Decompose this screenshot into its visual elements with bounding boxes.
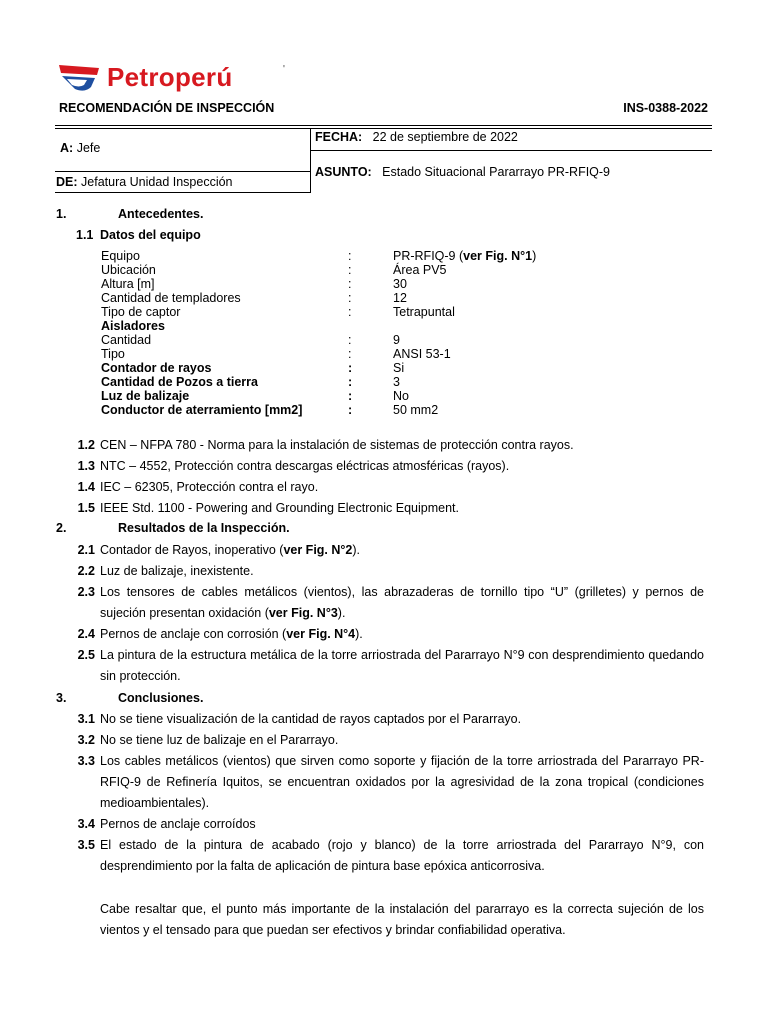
section-2-title: Resultados de la Inspección. (118, 521, 290, 535)
a-underline (55, 171, 310, 172)
item-number: 3.1 (77, 712, 95, 726)
item-text: IEEE Std. 1100 - Powering and Grounding Electronic Equipment. (100, 501, 460, 515)
section-2-number: 2. (56, 521, 67, 535)
document-code: INS-0388-2022 (623, 101, 708, 115)
figure-reference: ver Fig. N°3 (268, 606, 338, 620)
item-text: La pintura de la estructura metálica de la torre arriostrada del Pararrayo N°9 con desprendimiento quedando sin protección. (100, 648, 704, 683)
row-value: PR-RFIQ-9 (ver Fig. N°1) (393, 249, 537, 263)
row-value: Si (393, 361, 405, 375)
fecha-value: 22 de septiembre de 2022 (372, 130, 518, 144)
item-number: 1.2 (77, 438, 95, 452)
row-label: Tipo de captor (101, 305, 181, 319)
brand-name: Petroperú (107, 62, 233, 92)
item-number: 3.3 (77, 754, 95, 768)
row-label: Aisladores (101, 319, 165, 333)
row-colon: : (348, 277, 352, 291)
petroperu-emblem-icon (57, 61, 103, 95)
figure-reference: ver Fig. N°2 (283, 543, 353, 557)
item-number: 2.4 (77, 627, 95, 641)
item-text: Contador de Rayos, inoperativo (ver Fig. N°2). (100, 543, 360, 557)
row-colon: : (348, 389, 353, 403)
item-text: Los tensores de cables metálicos (vientos), las abrazaderas de tornillo tipo “U” (grilletes) y pernos de sujeción presentan oxidación (ver Fig. N°3). (100, 585, 704, 620)
item-number: 2.2 (77, 564, 95, 578)
item-text: Los cables metálicos (vientos) que sirven como soporte y fijación de la torre arriostrada del Pararrayo PR-RFIQ-9 de Refinería Iquitos, se encuentran oxidados por la agresividad de la zona tropical (condiciones medioambientales). (100, 754, 704, 810)
row-colon: : (348, 361, 353, 375)
item-text: Luz de balizaje, inexistente. (100, 564, 254, 578)
row-colon: : (348, 347, 352, 361)
de-field (56, 175, 233, 189)
asunto-field (315, 165, 610, 179)
row-colon: : (348, 403, 353, 417)
row-value: No (393, 389, 409, 403)
de-label: DE: (56, 175, 78, 189)
figure-reference: ver Fig. N°4 (286, 627, 356, 641)
figure-reference: ver Fig. N°1 (463, 249, 533, 263)
a-value: Jefe (76, 141, 101, 155)
subsection-1-1-number: 1.1 (76, 228, 94, 242)
item-number: 2.5 (77, 648, 95, 662)
item-number: 3.4 (77, 817, 95, 831)
fecha-underline (310, 150, 712, 151)
item-number: 3.2 (77, 733, 95, 747)
item-number: 3.5 (77, 838, 95, 852)
row-colon: : (348, 249, 352, 263)
fecha-label: FECHA: (315, 130, 363, 144)
item-number: 1.3 (77, 459, 95, 473)
item-text: El estado de la pintura de acabado (rojo y blanco) de la torre arriostrada del Pararrayo N°9, con desprendimiento por la falta de aplicación de pintura base epóxica anticorrosiva. (100, 838, 704, 873)
row-value: 3 (393, 375, 400, 389)
header-rule-top (55, 125, 712, 126)
subsection-1-1-title: Datos del equipo (100, 228, 201, 242)
item-number: 1.4 (77, 480, 95, 494)
row-label: Contador de rayos (101, 361, 212, 375)
item-text: No se tiene luz de balizaje en el Pararrayo. (100, 733, 339, 747)
asunto-value: Estado Situacional Pararrayo PR-RFIQ-9 (382, 165, 611, 179)
section-3-title: Conclusiones. (118, 691, 204, 705)
section-3-number: 3. (56, 691, 67, 705)
document-title: RECOMENDACIÓN DE INSPECCIÓN (59, 101, 275, 115)
row-colon: : (348, 305, 352, 319)
row-colon: : (348, 263, 352, 277)
row-label: Altura [m] (101, 277, 155, 291)
row-label: Luz de balizaje (101, 389, 190, 403)
row-value: 12 (393, 291, 407, 305)
item-number: 1.5 (77, 501, 95, 515)
row-label: Conductor de aterramiento [mm2] (101, 403, 303, 417)
row-value: 9 (393, 333, 400, 347)
header-rule-top-2 (55, 128, 712, 129)
item-text: Pernos de anclaje corroídos (100, 817, 256, 831)
item-text: IEC – 62305, Protección contra el rayo. (100, 480, 319, 494)
row-label: Tipo (101, 347, 125, 361)
row-colon: : (348, 333, 352, 347)
row-label: Cantidad de templadores (101, 291, 241, 305)
row-value: 50 mm2 (393, 403, 439, 417)
row-label: Cantidad de Pozos a tierra (101, 375, 258, 389)
row-value: ANSI 53-1 (393, 347, 451, 361)
section-1-title: Antecedentes. (118, 207, 204, 221)
row-value: Área PV5 (393, 263, 447, 277)
section-1-number: 1. (56, 207, 67, 221)
a-label: A: (60, 141, 74, 155)
item-number: 2.3 (77, 585, 95, 599)
item-text: CEN – NFPA 780 - Norma para la instalación de sistemas de protección contra rayos. (100, 438, 574, 452)
row-colon: : (348, 375, 353, 389)
memo-divider (310, 128, 311, 193)
item-number: 2.1 (77, 543, 95, 557)
item-text: Pernos de anclaje con corrosión (ver Fig. N°4). (100, 627, 363, 641)
closing-paragraph: Cabe resaltar que, el punto más importante de la instalación del pararrayo es la correcta sujeción de los vientos y el tensado para que puedan ser efectivos y brindar confiabilidad operativa. (100, 902, 704, 937)
asunto-label: ASUNTO: (315, 165, 372, 179)
row-label: Ubicación (101, 263, 156, 277)
row-value: Tetrapuntal (393, 305, 455, 319)
de-underline (55, 192, 310, 193)
de-value: Jefatura Unidad Inspección (81, 175, 233, 189)
row-label: Equipo (101, 249, 140, 263)
item-text: NTC – 4552, Protección contra descargas eléctricas atmosféricas (rayos). (100, 459, 510, 473)
item-text: No se tiene visualización de la cantidad de rayos captados por el Pararrayo. (100, 712, 522, 726)
equipment-data-table (101, 249, 711, 419)
row-label: Cantidad (101, 333, 152, 347)
row-colon: : (348, 291, 352, 305)
fecha-field (315, 130, 518, 144)
a-field (60, 141, 100, 155)
row-value: 30 (393, 277, 407, 291)
petroperu-logo (57, 58, 297, 102)
brand-tick-mark: ' (283, 64, 285, 75)
